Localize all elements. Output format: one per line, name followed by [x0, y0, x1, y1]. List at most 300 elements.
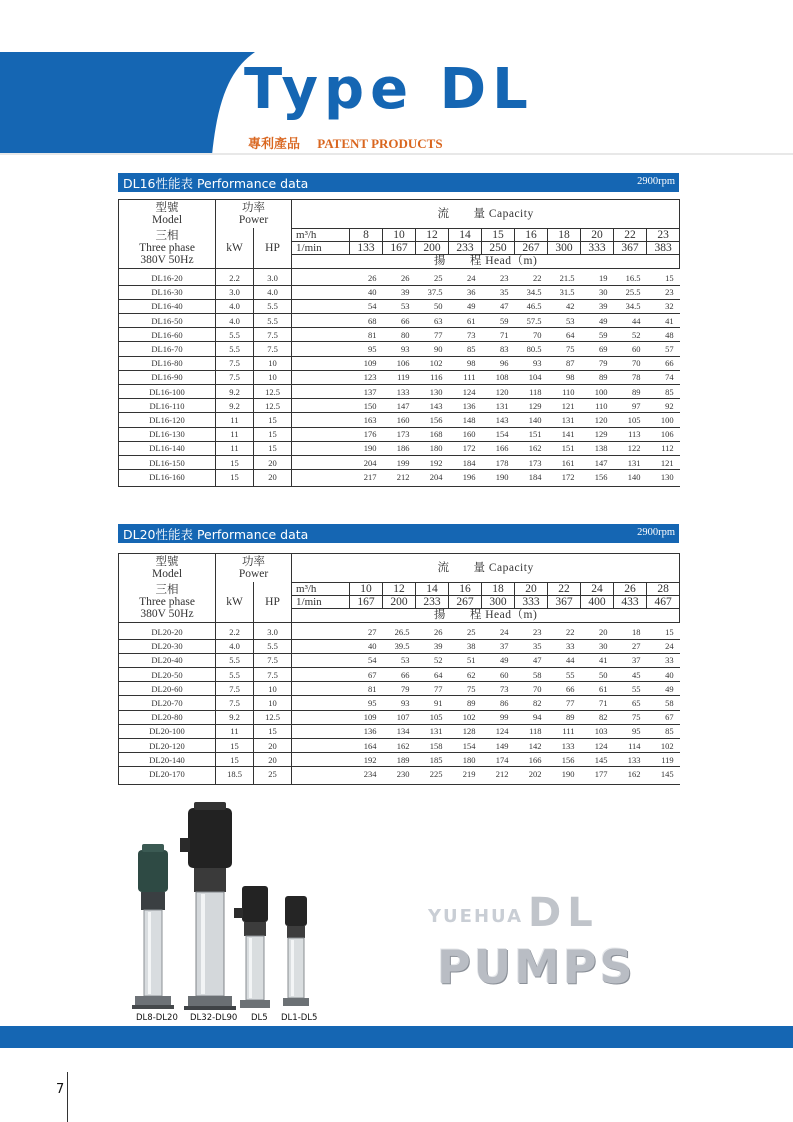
head-value-cell: 66: [548, 682, 581, 696]
head-value-cell: 37: [614, 653, 647, 667]
model-header-cn: 型號: [155, 556, 179, 568]
head-value-cell: 89: [548, 710, 581, 724]
head-value-cell: 67: [647, 710, 680, 724]
table-row: [119, 441, 680, 455]
model-cell: DL20-170: [119, 767, 216, 784]
head-value-cell: 130: [647, 470, 680, 487]
head-value-cell: 137: [350, 385, 383, 399]
kw-cell: 9.2: [216, 385, 254, 399]
head-value-cell: 111: [449, 370, 482, 384]
model-cell: DL16-80: [119, 356, 216, 370]
head-value-cell: 96: [482, 356, 515, 370]
flow-m3h-value: 15: [482, 228, 515, 241]
head-value-cell: 65: [614, 696, 647, 710]
flow-m3h-value: 16: [449, 582, 482, 595]
kw-cell: 2.2: [216, 622, 254, 639]
head-value-cell: 89: [614, 385, 647, 399]
model-cell: DL20-50: [119, 668, 216, 682]
brand-series: DL: [528, 890, 599, 936]
head-value-cell: 77: [548, 696, 581, 710]
flow-m3h-value: 14: [416, 582, 449, 595]
subtitle-en: PATENT PRODUCTS: [317, 136, 443, 151]
phase-header: [119, 228, 216, 268]
brand-product: PUMPS: [437, 940, 636, 994]
model-cell: DL20-80: [119, 710, 216, 724]
head-value-cell: 180: [449, 753, 482, 767]
blank-cell: [292, 639, 350, 653]
head-header: [292, 608, 680, 622]
flow-m3h-value: 8: [350, 228, 383, 241]
flow-lmin-value: 300: [482, 595, 515, 608]
flow-m3h-value: 10: [383, 228, 416, 241]
head-value-cell: 97: [614, 399, 647, 413]
head-value-cell: 168: [416, 427, 449, 441]
flow-lmin-value: 200: [383, 595, 416, 608]
head-value-cell: 98: [449, 356, 482, 370]
head-value-cell: 26: [350, 268, 383, 285]
head-value-cell: 95: [350, 342, 383, 356]
head-value-cell: 130: [416, 385, 449, 399]
model-cell: DL20-20: [119, 622, 216, 639]
kw-cell: 15: [216, 739, 254, 753]
blank-cell: [292, 328, 350, 342]
model-header: [119, 554, 216, 583]
footer-band: [0, 1026, 793, 1048]
dl16-section-bar: [118, 173, 679, 192]
model-cell: DL16-100: [119, 385, 216, 399]
head-value-cell: 156: [548, 753, 581, 767]
head-value-cell: 35: [515, 639, 548, 653]
hp-cell: 3.0: [254, 268, 292, 285]
head-value-cell: 156: [581, 470, 614, 487]
phase-en: Three phase: [139, 595, 195, 608]
head-value-cell: 107: [383, 710, 416, 724]
head-value-cell: 53: [383, 653, 416, 667]
model-cell: DL20-140: [119, 753, 216, 767]
kw-cell: 11: [216, 427, 254, 441]
head-value-cell: 112: [647, 441, 680, 455]
head-value-cell: 58: [515, 668, 548, 682]
blank-cell: [292, 399, 350, 413]
flow-m3h-value: 22: [614, 228, 647, 241]
kw-cell: 2.2: [216, 268, 254, 285]
head-value-cell: 150: [350, 399, 383, 413]
head-value-cell: 41: [647, 314, 680, 328]
head-value-cell: 51: [449, 653, 482, 667]
model-cell: DL16-120: [119, 413, 216, 427]
head-value-cell: 39.5: [383, 639, 416, 653]
flow-lmin-value: 167: [350, 595, 383, 608]
head-value-cell: 69: [581, 342, 614, 356]
head-value-cell: 102: [416, 356, 449, 370]
head-value-cell: 212: [482, 767, 515, 784]
head-value-cell: 77: [416, 328, 449, 342]
head-value-cell: 120: [581, 413, 614, 427]
kw-cell: 11: [216, 413, 254, 427]
model-cell: DL20-60: [119, 682, 216, 696]
kw-cell: 5.5: [216, 653, 254, 667]
blank-cell: [292, 653, 350, 667]
model-cell: DL16-50: [119, 314, 216, 328]
table-row: [119, 653, 680, 667]
head-value-cell: 23: [515, 622, 548, 639]
kw-cell: 7.5: [216, 356, 254, 370]
head-value-cell: 116: [416, 370, 449, 384]
head-value-cell: 124: [581, 739, 614, 753]
head-value-cell: 33: [548, 639, 581, 653]
head-value-cell: 106: [647, 427, 680, 441]
capacity-header-en: Capacity: [488, 561, 534, 574]
head-value-cell: 33: [647, 653, 680, 667]
head-value-cell: 49: [647, 682, 680, 696]
head-value-cell: 77: [416, 682, 449, 696]
blank-cell: [292, 682, 350, 696]
head-value-cell: 78: [614, 370, 647, 384]
hp-cell: 7.5: [254, 653, 292, 667]
blank-cell: [292, 724, 350, 738]
hp-cell: 5.5: [254, 639, 292, 653]
kw-cell: 11: [216, 441, 254, 455]
head-value-cell: 81: [350, 682, 383, 696]
head-value-cell: 46.5: [515, 299, 548, 313]
head-value-cell: 48: [647, 328, 680, 342]
table-row: [119, 399, 680, 413]
head-value-cell: 204: [350, 455, 383, 469]
head-value-cell: 156: [416, 413, 449, 427]
flow-m3h-value: 26: [614, 582, 647, 595]
pump-dl5-image: [234, 886, 270, 1008]
head-value-cell: 39: [416, 639, 449, 653]
brand-maker: YUEHUA: [428, 906, 524, 927]
hp-cell: 3.0: [254, 622, 292, 639]
dl20-performance-table: [118, 553, 680, 785]
head-value-cell: 173: [515, 455, 548, 469]
hp-cell: 15: [254, 724, 292, 738]
head-value-cell: 70: [614, 356, 647, 370]
hp-cell: 5.5: [254, 314, 292, 328]
head-value-cell: 32: [647, 299, 680, 313]
kw-cell: 15: [216, 753, 254, 767]
head-value-cell: 80.5: [515, 342, 548, 356]
blank-cell: [292, 441, 350, 455]
head-value-cell: 41: [581, 653, 614, 667]
head-value-cell: 190: [350, 441, 383, 455]
hp-cell: 20: [254, 470, 292, 487]
head-value-cell: 105: [614, 413, 647, 427]
head-value-cell: 54: [350, 299, 383, 313]
capacity-header-cn: 流 量: [437, 561, 486, 574]
table-row: [119, 268, 680, 285]
model-header-cn: 型號: [155, 202, 179, 214]
model-cell: DL16-160: [119, 470, 216, 487]
head-value-cell: 93: [383, 342, 416, 356]
head-value-cell: 122: [614, 441, 647, 455]
model-cell: DL16-150: [119, 455, 216, 469]
head-value-cell: 36: [449, 285, 482, 299]
head-value-cell: 109: [350, 356, 383, 370]
flow-m3h-value: 16: [515, 228, 548, 241]
unit-lmin: 1/min: [292, 595, 350, 608]
head-value-cell: 192: [416, 455, 449, 469]
head-value-cell: 177: [581, 767, 614, 784]
head-value-cell: 158: [416, 739, 449, 753]
table-row: [119, 710, 680, 724]
head-value-cell: 93: [515, 356, 548, 370]
head-value-cell: 103: [581, 724, 614, 738]
model-cell: DL20-70: [119, 696, 216, 710]
head-value-cell: 176: [350, 427, 383, 441]
flow-lmin-value: 300: [548, 241, 581, 254]
head-value-cell: 80: [383, 328, 416, 342]
head-header-en: Head（m): [485, 609, 538, 621]
blank-cell: [292, 739, 350, 753]
head-value-cell: 163: [350, 413, 383, 427]
hp-header: HP: [254, 228, 292, 268]
blank-cell: [292, 385, 350, 399]
flow-m3h-value: 24: [581, 582, 614, 595]
kw-cell: 15: [216, 470, 254, 487]
dl20-section-bar: [118, 524, 679, 543]
kw-cell: 4.0: [216, 314, 254, 328]
blank-cell: [292, 370, 350, 384]
head-value-cell: 99: [482, 710, 515, 724]
flow-m3h-value: 12: [416, 228, 449, 241]
flow-lmin-value: 367: [548, 595, 581, 608]
head-value-cell: 49: [482, 653, 515, 667]
kw-cell: 4.0: [216, 639, 254, 653]
flow-m3h-value: 20: [581, 228, 614, 241]
head-value-cell: 164: [350, 739, 383, 753]
head-value-cell: 124: [482, 724, 515, 738]
head-value-cell: 22: [548, 622, 581, 639]
head-value-cell: 50: [416, 299, 449, 313]
model-cell: DL20-120: [119, 739, 216, 753]
head-value-cell: 70: [515, 682, 548, 696]
kw-cell: 5.5: [216, 342, 254, 356]
head-value-cell: 149: [482, 739, 515, 753]
head-value-cell: 128: [449, 724, 482, 738]
head-value-cell: 173: [383, 427, 416, 441]
head-value-cell: 119: [647, 753, 680, 767]
unit-lmin: 1/min: [292, 241, 350, 254]
head-header-cn: 揚 程: [433, 255, 482, 267]
head-value-cell: 26: [383, 268, 416, 285]
flow-lmin-value: 333: [515, 595, 548, 608]
table-row: [119, 639, 680, 653]
flow-m3h-value: 28: [647, 582, 680, 595]
flow-lmin-value: 233: [449, 241, 482, 254]
head-value-cell: 40: [647, 668, 680, 682]
blank-cell: [292, 710, 350, 724]
model-cell: DL16-90: [119, 370, 216, 384]
head-value-cell: 70: [515, 328, 548, 342]
head-value-cell: 145: [581, 753, 614, 767]
hp-cell: 20: [254, 753, 292, 767]
head-value-cell: 140: [614, 470, 647, 487]
head-value-cell: 47: [482, 299, 515, 313]
model-cell: DL16-20: [119, 268, 216, 285]
model-cell: DL20-100: [119, 724, 216, 738]
head-value-cell: 160: [449, 427, 482, 441]
head-value-cell: 106: [383, 356, 416, 370]
head-value-cell: 154: [449, 739, 482, 753]
head-value-cell: 55: [614, 682, 647, 696]
head-value-cell: 118: [515, 724, 548, 738]
model-header-en: Model: [151, 568, 183, 580]
head-value-cell: 118: [515, 385, 548, 399]
model-cell: DL16-70: [119, 342, 216, 356]
head-value-cell: 95: [350, 696, 383, 710]
head-value-cell: 100: [581, 385, 614, 399]
head-value-cell: 145: [647, 767, 680, 784]
phase-header: [119, 582, 216, 622]
head-value-cell: 85: [449, 342, 482, 356]
head-value-cell: 124: [449, 385, 482, 399]
unit-m3h: m³/h: [292, 582, 350, 595]
head-value-cell: 219: [449, 767, 482, 784]
head-value-cell: 90: [416, 342, 449, 356]
dl16-performance-table: [118, 199, 680, 487]
head-value-cell: 108: [482, 370, 515, 384]
table-row: [119, 682, 680, 696]
head-value-cell: 64: [416, 668, 449, 682]
head-value-cell: 102: [647, 739, 680, 753]
head-value-cell: 93: [383, 696, 416, 710]
blank-cell: [292, 427, 350, 441]
head-value-cell: 89: [449, 696, 482, 710]
capacity-header-cn: 流 量: [437, 207, 486, 220]
head-value-cell: 121: [647, 455, 680, 469]
table-row: [119, 385, 680, 399]
head-value-cell: 147: [383, 399, 416, 413]
head-value-cell: 53: [548, 314, 581, 328]
table-row: [119, 285, 680, 299]
head-value-cell: 136: [449, 399, 482, 413]
head-value-cell: 34.5: [614, 299, 647, 313]
phase-cn: 三相: [155, 583, 179, 596]
subtitle-cn: 專利產品: [248, 136, 301, 151]
power-header-en: Power: [238, 568, 269, 580]
table-row: [119, 413, 680, 427]
head-value-cell: 27: [614, 639, 647, 653]
head-value-cell: 82: [515, 696, 548, 710]
head-value-cell: 166: [482, 441, 515, 455]
head-value-cell: 49: [581, 314, 614, 328]
head-value-cell: 134: [383, 724, 416, 738]
head-value-cell: 81: [350, 328, 383, 342]
capacity-header: [292, 554, 680, 583]
table-row: [119, 299, 680, 313]
head-value-cell: 24: [647, 639, 680, 653]
head-value-cell: 24: [449, 268, 482, 285]
head-value-cell: 100: [647, 413, 680, 427]
hp-cell: 7.5: [254, 342, 292, 356]
power-header-cn: 功率: [242, 556, 265, 568]
hp-cell: 12.5: [254, 385, 292, 399]
kw-cell: 7.5: [216, 696, 254, 710]
flow-lmin-value: 233: [416, 595, 449, 608]
kw-cell: 15: [216, 455, 254, 469]
head-value-cell: 119: [383, 370, 416, 384]
caption-dl8-dl20: DL8-DL20: [136, 1013, 178, 1023]
head-value-cell: 87: [548, 356, 581, 370]
head-value-cell: 22: [515, 268, 548, 285]
head-value-cell: 73: [449, 328, 482, 342]
page-title: Type DL: [244, 57, 534, 122]
head-value-cell: 172: [548, 470, 581, 487]
phase-cn: 三相: [155, 229, 179, 242]
hp-cell: 10: [254, 682, 292, 696]
head-value-cell: 54: [350, 653, 383, 667]
table-row: [119, 427, 680, 441]
blank-cell: [292, 767, 350, 784]
hp-cell: 4.0: [254, 285, 292, 299]
blank-cell: [292, 622, 350, 639]
table-row: [119, 739, 680, 753]
hp-cell: 20: [254, 739, 292, 753]
head-value-cell: 37: [482, 639, 515, 653]
head-value-cell: 190: [482, 470, 515, 487]
head-value-cell: 38: [449, 639, 482, 653]
head-value-cell: 204: [416, 470, 449, 487]
kw-cell: 18.5: [216, 767, 254, 784]
table-row: [119, 370, 680, 384]
model-cell: DL20-40: [119, 653, 216, 667]
head-value-cell: 109: [350, 710, 383, 724]
head-value-cell: 79: [383, 682, 416, 696]
head-value-cell: 61: [581, 682, 614, 696]
head-value-cell: 83: [482, 342, 515, 356]
model-cell: DL16-130: [119, 427, 216, 441]
head-value-cell: 20: [581, 622, 614, 639]
flow-lmin-value: 367: [614, 241, 647, 254]
head-value-cell: 52: [416, 653, 449, 667]
head-value-cell: 59: [581, 328, 614, 342]
head-value-cell: 15: [647, 268, 680, 285]
head-value-cell: 162: [614, 767, 647, 784]
flow-m3h-value: 18: [548, 228, 581, 241]
head-value-cell: 199: [383, 455, 416, 469]
head-value-cell: 133: [383, 385, 416, 399]
head-value-cell: 63: [416, 314, 449, 328]
head-value-cell: 86: [482, 696, 515, 710]
hp-cell: 15: [254, 427, 292, 441]
head-value-cell: 75: [614, 710, 647, 724]
model-cell: DL16-140: [119, 441, 216, 455]
kw-cell: 4.0: [216, 299, 254, 313]
capacity-header-en: Capacity: [488, 207, 534, 220]
hp-cell: 12.5: [254, 710, 292, 724]
head-value-cell: 73: [482, 682, 515, 696]
head-value-cell: 142: [515, 739, 548, 753]
head-value-cell: 19: [581, 268, 614, 285]
head-value-cell: 133: [614, 753, 647, 767]
caption-dl1-dl5: DL1-DL5: [281, 1013, 318, 1023]
head-value-cell: 123: [350, 370, 383, 384]
pump-dl8-dl20-image: [132, 844, 174, 1009]
power-header-cn: 功率: [242, 202, 265, 214]
head-value-cell: 104: [515, 370, 548, 384]
head-value-cell: 105: [416, 710, 449, 724]
flow-m3h-value: 20: [515, 582, 548, 595]
hp-cell: 15: [254, 441, 292, 455]
head-value-cell: 62: [449, 668, 482, 682]
head-value-cell: 23: [482, 268, 515, 285]
hp-cell: 10: [254, 370, 292, 384]
head-value-cell: 50: [581, 668, 614, 682]
head-value-cell: 148: [449, 413, 482, 427]
flow-lmin-value: 467: [647, 595, 680, 608]
